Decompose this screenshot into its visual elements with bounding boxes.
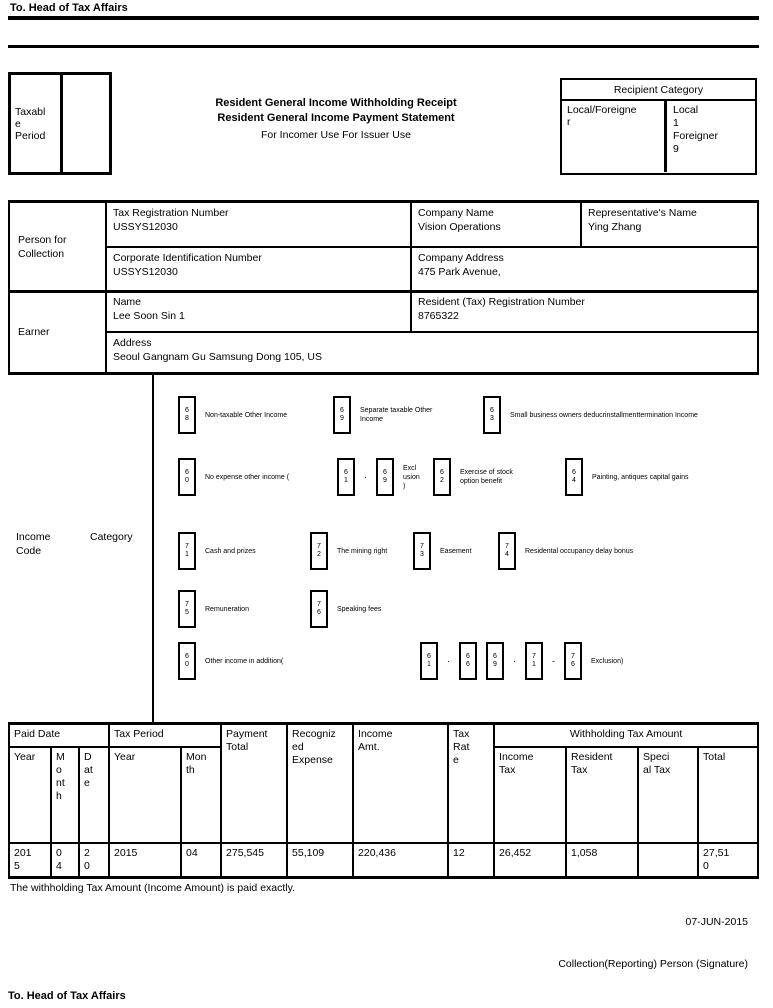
recipient-option-local: Local — [673, 104, 699, 116]
paid-date-group-header: Paid Date — [9, 724, 109, 747]
income-item-nontaxable — [178, 396, 287, 434]
payment-total-value: 275,545 — [221, 843, 287, 878]
income-item-speaking-fees — [310, 590, 381, 628]
checkbox-easement: 73 — [413, 532, 431, 570]
income-code-label: Income Code — [16, 531, 51, 557]
collector-table — [8, 200, 759, 293]
checkbox-code-61: 61 — [420, 642, 438, 680]
earner-address-cell — [106, 332, 758, 373]
recipient-category-box — [560, 78, 757, 175]
separator-dash: - — [552, 655, 555, 666]
income-item-label: Speaking fees — [337, 605, 382, 613]
recipient-type-label: Local/Foreigner — [567, 104, 637, 128]
income-item-easement — [413, 532, 472, 570]
income-item-label: The mining right — [337, 547, 388, 555]
earner-name-value: Lee Soon Sin 1 — [113, 310, 185, 322]
paid-year-header: Year — [9, 747, 51, 843]
tax-rate-header: Tax Rate — [448, 724, 494, 843]
recognized-expense-value: 55,109 — [287, 843, 353, 878]
income-amt-header: Income Amt. — [353, 724, 448, 843]
checkbox-cash-and-prizes: 71 — [178, 532, 196, 570]
income-item-painting-antiques — [565, 458, 689, 496]
tax-period-month-value: 04 — [181, 843, 221, 878]
earner-address-label: Address — [113, 337, 152, 349]
resident-registration-label: Resident (Tax) Registration Number — [418, 296, 585, 308]
document-title — [112, 96, 560, 143]
income-item-label: Small business owners deducrinstallmenttermination Income — [510, 411, 698, 419]
earner-name-label: Name — [113, 296, 142, 308]
total-value: 27,510 — [698, 843, 758, 878]
recipient-option-foreigner: Foreigner — [673, 130, 718, 142]
taxable-period-label-cell — [11, 75, 63, 172]
earner-name-cell — [106, 291, 411, 332]
company-name-label: Company Name — [418, 207, 494, 219]
resident-registration-cell — [411, 291, 758, 332]
company-name-cell — [411, 202, 581, 247]
paid-date-header: Date — [79, 747, 109, 843]
taxable-period-box — [8, 72, 112, 175]
income-section-divider — [152, 372, 154, 722]
income-item-label: No expense other income ( — [205, 473, 290, 481]
company-address-label: Company Address — [418, 251, 504, 264]
income-category-label: Category — [90, 531, 133, 543]
payment-summary-table — [8, 722, 759, 879]
checkbox-occupancy-delay-bonus: 74 — [498, 532, 516, 570]
recipient-options-cell — [667, 101, 755, 172]
to-head-of-tax-affairs-bottom: To. Head of Tax Affairs — [8, 990, 126, 1002]
income-item-stock-option — [433, 458, 524, 496]
recognized-expense-header: Recognized Expense — [287, 724, 353, 843]
income-item-cash-prizes — [178, 532, 256, 570]
income-item-small-business — [483, 396, 700, 434]
checkbox-code-61: 61 — [337, 458, 355, 496]
income-item-label: Remuneration — [205, 605, 249, 613]
income-item-mining-right — [310, 532, 387, 570]
income-item-label: Separate taxable Other Income — [360, 407, 433, 423]
special-tax-value — [638, 843, 698, 878]
title-line-1: Resident General Income Withholding Receipt — [215, 97, 457, 109]
total-header: Total — [698, 747, 758, 843]
checkbox-mining-right: 72 — [310, 532, 328, 570]
corporate-id-label: Corporate Identification Number — [113, 251, 262, 264]
checkbox-code-76: 76 — [564, 642, 582, 680]
earner-section-label: Earner — [9, 291, 106, 373]
checkbox-stock-option-benefit: 62 — [433, 458, 451, 496]
checkbox-small-business-income: 63 — [483, 396, 501, 434]
representative-name-cell — [581, 202, 758, 247]
separator-dot: · — [513, 655, 516, 666]
taxable-period-value-cell — [63, 75, 109, 172]
income-tax-header: Income Tax — [494, 747, 566, 843]
income-item-no-expense — [178, 458, 289, 496]
recipient-type-cell — [562, 101, 667, 172]
income-item-no-expense-exclusions — [337, 458, 420, 496]
income-item-occupancy-delay — [498, 532, 633, 570]
income-item-label: Residental occupancy delay bonus — [525, 547, 634, 555]
checkbox-other-income-addition: 60 — [178, 642, 196, 680]
income-item-label: Non-taxable Other Income — [205, 411, 288, 419]
separator-dot: · — [447, 655, 450, 666]
tax-registration-value: USSYS12030 — [113, 221, 178, 233]
tax-registration-cell — [106, 202, 411, 247]
resident-tax-header: Resident Tax — [566, 747, 638, 843]
income-item-label: Exclusion) — [403, 464, 420, 490]
tax-rate-value: 12 — [448, 843, 494, 878]
income-item-label: Painting, antiques capital gains — [592, 473, 689, 481]
taxable-period-label: Taxable Period — [15, 105, 46, 142]
checkbox-code-69: 69 — [376, 458, 394, 496]
income-item-label: Easement — [440, 547, 472, 555]
tax-period-year-header: Year — [109, 747, 181, 843]
payment-note: The withholding Tax Amount (Income Amount) is paid exactly. — [10, 882, 296, 894]
corporate-id-cell — [106, 247, 411, 292]
earner-address-value: Seoul Gangnam Gu Samsung Dong 105, US — [113, 351, 322, 363]
checkbox-painting-antiques: 64 — [565, 458, 583, 496]
resident-registration-value: 8765322 — [418, 310, 459, 322]
withholding-group-header: Withholding Tax Amount — [494, 724, 758, 747]
income-code-section — [8, 372, 757, 722]
recipient-option-local-code: 1 — [673, 117, 679, 129]
recipient-category-title: Recipient Category — [562, 80, 755, 101]
tax-period-year-value: 2015 — [109, 843, 181, 878]
paid-month-value: 04 — [51, 843, 79, 878]
income-item-separate-taxable — [333, 396, 440, 434]
checkbox-code-71: 71 — [525, 642, 543, 680]
checkbox-no-expense-income: 60 — [178, 458, 196, 496]
income-item-label: Exercise of stock option benefit — [460, 469, 513, 485]
company-name-value: Vision Operations — [418, 221, 501, 233]
title-line-2: Resident General Income Payment Statement — [217, 112, 455, 124]
income-amt-value: 220,436 — [353, 843, 448, 878]
to-head-of-tax-affairs-top: To. Head of Tax Affairs — [10, 2, 128, 14]
paid-year-value: 2015 — [9, 843, 51, 878]
representative-name-value: Ying Zhang — [588, 221, 642, 233]
checkbox-separate-taxable-income: 69 — [333, 396, 351, 434]
checkbox-speaking-fees: 76 — [310, 590, 328, 628]
earner-table — [8, 290, 759, 375]
company-address-cell — [411, 247, 758, 292]
company-address-value: 475 Park Avenue, — [418, 265, 501, 278]
income-tax-value: 26,452 — [494, 843, 566, 878]
tax-period-group-header: Tax Period — [109, 724, 221, 747]
title-line-3: For Incomer Use For Issuer Use — [261, 129, 411, 141]
resident-tax-value: 1,058 — [566, 843, 638, 878]
income-item-label: Cash and prizes — [205, 547, 256, 555]
tax-period-month-header: Month — [181, 747, 221, 843]
paid-month-header: Month — [51, 747, 79, 843]
top-thick-rule — [8, 16, 759, 20]
checkbox-remuneration: 75 — [178, 590, 196, 628]
special-tax-header: Special Tax — [638, 747, 698, 843]
income-item-label: Other income in addition( — [205, 657, 284, 665]
recipient-option-foreigner-code: 9 — [673, 143, 679, 155]
tax-registration-label: Tax Registration Number — [113, 207, 229, 219]
checkbox-nontaxable-other-income: 68 — [178, 396, 196, 434]
corporate-id-value: USSYS12030 — [113, 265, 178, 278]
checkbox-code-69: 69 — [486, 642, 504, 680]
income-item-label: Exclusion) — [591, 657, 624, 665]
income-item-other-addition — [178, 642, 283, 680]
second-rule — [8, 45, 759, 48]
representative-name-label: Representative's Name — [588, 207, 697, 219]
signature-date: 07-JUN-2015 — [685, 916, 748, 928]
payment-total-header: Payment Total — [221, 724, 287, 843]
income-item-remuneration — [178, 590, 249, 628]
checkbox-code-66: 66 — [459, 642, 477, 680]
income-item-other-addition-exclusions — [420, 642, 623, 680]
separator-dot: · — [364, 471, 367, 482]
paid-date-value: 20 — [79, 843, 109, 878]
signature-line: Collection(Reporting) Person (Signature) — [558, 958, 748, 970]
collector-section-label: Person for Collection — [9, 202, 106, 292]
